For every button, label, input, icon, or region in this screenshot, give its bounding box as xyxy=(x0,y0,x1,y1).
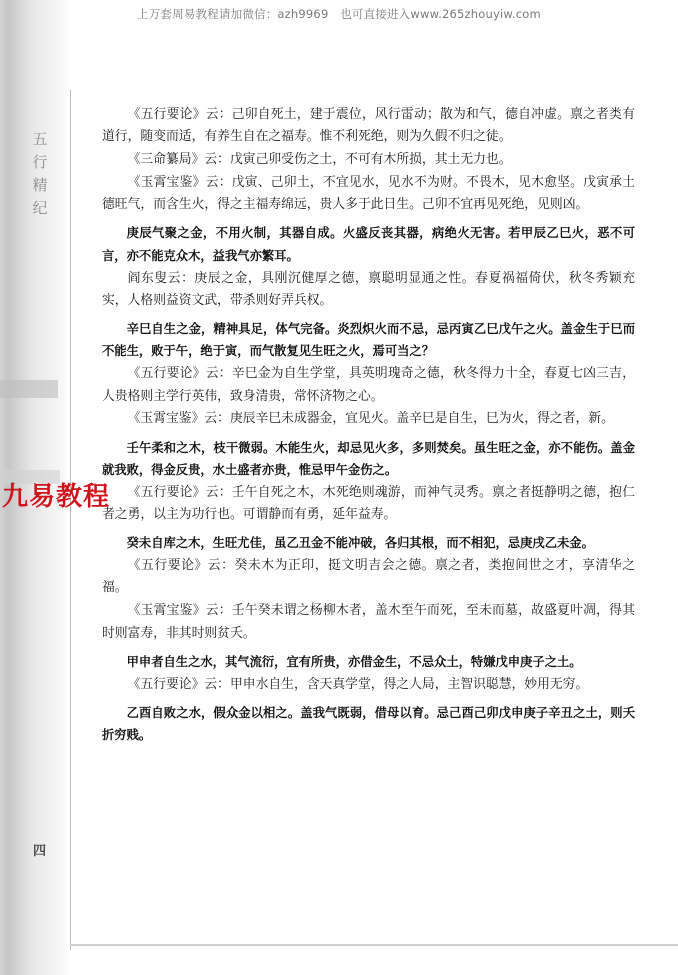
book-title-vertical: 五行精纪 xyxy=(32,130,48,217)
bottom-rule xyxy=(70,944,678,946)
paragraph-verse: 辛巳自生之金，精神具足，体气完备。炎烈炽火而不忌，忌丙寅乙巳戊午之火。盖金生于巳而不能生，败于午，绝于寅，而气散复见生旺之火，焉可当之？ xyxy=(102,322,635,359)
margin-rule xyxy=(70,90,71,950)
paragraph-verse: 壬午柔和之木，枝干微弱。木能生火，却忌见火多，多则焚矣。虽生旺之金，亦不能伤。盖金就我败，得金反贵，水土盛者亦贵，惟忌甲午金伤之。 xyxy=(102,440,635,477)
paragraph-quote: 《五行要论》云：甲申水自生，含天真学堂，得之人局，主智识聪慧，妙用无穷。 xyxy=(127,676,589,692)
logo-watermark: 九易教程 xyxy=(2,482,111,512)
page-number: 四 xyxy=(33,844,47,859)
paragraph-quote: 《玉霄宝鉴》云：壬午癸未谓之杨柳木者，盖木至午而死，至未而墓，故盛夏叶凋，得其时则富寿，非其时则贫夭。 xyxy=(102,603,635,641)
paragraph-quote: 《玉霄宝鉴》云：庚辰辛巳未成器金，宜见火。盖辛巳是自生，巳为火，得之者，新。 xyxy=(127,411,614,427)
paragraph-quote: 《玉霄宝鉴》云：戊寅、己卯土，不宜见水，见水不为财。不畏木，见木愈坚。戊寅承土德旺气，而含生火，得之主福寿绵远，贵人多于此日生。己卯不宜再见死绝，见则凶。 xyxy=(102,174,635,213)
paragraph-quote: 《五行要论》云：癸未木为正印，挺文明吉会之德。禀之者，类抱间世之才，享清华之福。 xyxy=(102,558,635,596)
paragraph-quote: 《五行要论》云：壬午自死之木，木死绝则魂游，而神气灵秀。禀之者挺静明之德，抱仁者之勇，以主为功行也。可谓静而有勇，延年益寿。 xyxy=(102,484,635,523)
paragraph-verse: 庚辰气聚之金，不用火制，其器自成。火盛反丧其器，病绝火无害。若甲辰乙巳火，恶不可言，亦不能克众木，益我气亦繁耳。 xyxy=(102,226,635,263)
paragraph-verse: 甲申者自生之水，其气流衍，宜有所贵，亦借金生，不忌众土，特嫌戊申庚子之土。 xyxy=(126,654,582,669)
paragraph-quote: 阎东叟云：庚辰之金，具刚沉健厚之德，禀聪明显通之性。春夏祸福倚伏，秋冬秀颖充实，人格则益资文武，带杀则好弄兵权。 xyxy=(102,270,635,308)
top-watermark: 上万套周易教程请加微信：azh9969 也可直接进入www.265zhouyiw.com xyxy=(137,7,541,21)
margin-shadow xyxy=(0,380,58,398)
paragraph-quote: 《五行要论》云：己卯自死土，建于震位，风行雷动；散为和气，德自冲虚。禀之者类有道行，随变而适，有养生自在之福寿。惟不利死绝，则为久假不归之徒。 xyxy=(102,107,635,145)
paragraph-verse: 癸未自库之木，生旺尤佳，虽乙丑金不能冲破，各归其根，而不相犯，忌庚戌乙未金。 xyxy=(126,536,594,551)
paragraph-verse: 乙酉自败之水，假众金以相之。盖我气既弱，借母以育。忌己酉己卯戊申庚子辛丑之土，则夭折穷贱。 xyxy=(102,705,635,743)
paragraph-quote: 《五行要论》云：辛巳金为自生学堂，具英明瑰奇之德，秋冬得力十全，春夏七凶三吉，人贵格则主学行英伟，致身清贵，常怀济物之心。 xyxy=(102,366,635,404)
page-body xyxy=(102,104,635,747)
paragraph-quote: 《三命纂局》云：戊寅己卯受伤之土，不可有木所损，其土无力也。 xyxy=(127,152,512,168)
